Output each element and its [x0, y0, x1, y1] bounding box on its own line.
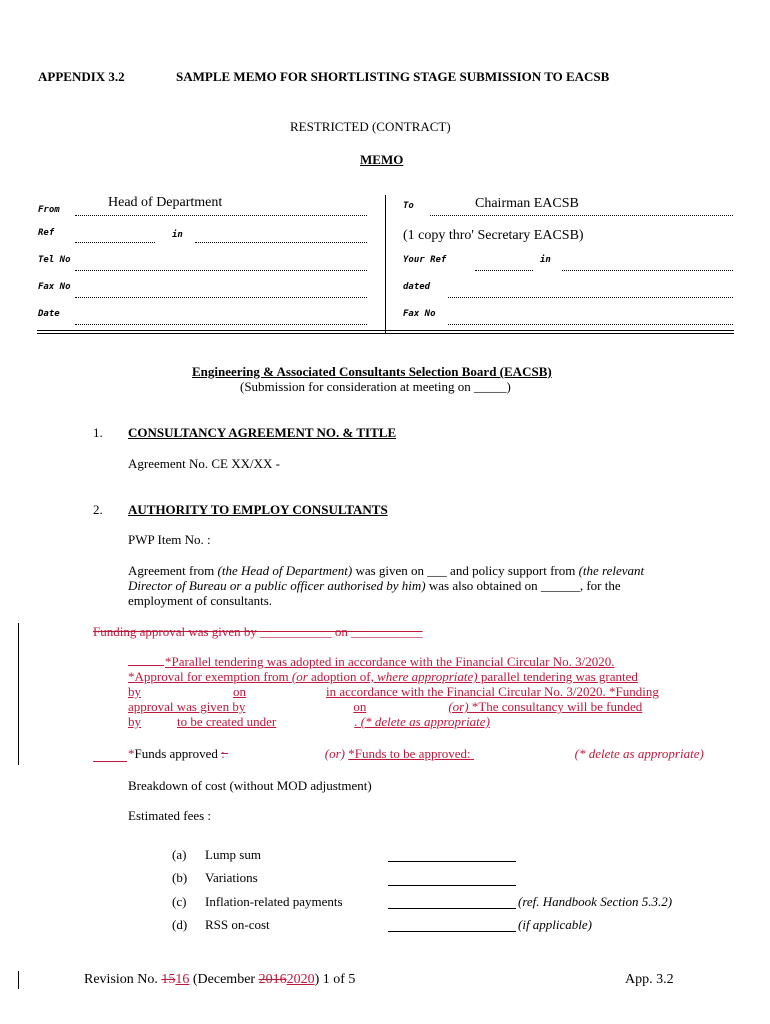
your-ref-label: Your Ref: [403, 255, 447, 265]
fee-d-label: RSS on-cost: [205, 917, 270, 932]
funding-approval-struck: Funding approval was given by ___________ on ___________: [93, 624, 423, 639]
footer-change-bar: [18, 971, 19, 989]
fee-c-label: Inflation-related payments: [205, 894, 343, 909]
fee-c-letter: (c): [172, 894, 187, 909]
fax-label-right: Fax No: [403, 309, 436, 319]
fee-d-letter: (d): [172, 917, 188, 932]
fee-c-field-line: [388, 908, 516, 909]
from-label: From: [38, 205, 60, 215]
tel-field-line: [75, 270, 367, 271]
fee-b-letter: (b): [172, 870, 188, 885]
ref-label: Ref: [38, 228, 55, 238]
date-label: Date: [38, 309, 60, 319]
memo-rule-bottom: [37, 333, 734, 334]
funds-approved-line: *Funds approved : (or) *Funds to be approved: (* delete as appropriate): [128, 746, 704, 761]
to-label: To: [403, 201, 414, 211]
change-bar: [18, 623, 19, 765]
dated-field-line: [448, 297, 733, 298]
fee-a-letter: (a): [172, 847, 187, 862]
ref-in-label: in: [172, 230, 183, 240]
memo-rule-top: [37, 330, 734, 331]
fee-c-note: (ref. Handbook Section 5.3.2): [518, 894, 673, 909]
memo-column-divider: [385, 195, 386, 333]
agreement-paragraph: Agreement from (the Head of Department) was given on ___ and policy support from (the relevant Director of Bureau or a public officer authorised by him) was also obtained on ______, for the employment of consultants.: [128, 563, 645, 608]
fee-a-field-line: [388, 861, 516, 862]
fax-right-field-line: [448, 324, 733, 325]
document-title: SAMPLE MEMO FOR SHORTLISTING STAGE SUBMISSION TO EACSB: [176, 69, 610, 84]
memo-heading: MEMO: [360, 152, 404, 167]
funded-by-line: by to be created under . (* delete as appropriate): [128, 714, 490, 729]
exemption-granted-by-line: by on in accordance with the Financial Circular No. 3/2020. *Funding: [128, 684, 659, 699]
breakdown-of-cost: Breakdown of cost (without MOD adjustment): [128, 778, 372, 793]
tel-label: Tel No: [38, 255, 71, 265]
exemption-line: *Approval for exemption from (or adoption of, where appropriate) parallel tendering was granted: [128, 669, 638, 684]
fee-a-label: Lump sum: [205, 847, 261, 862]
fee-d-note: (if applicable): [518, 917, 593, 932]
classification: RESTRICTED (CONTRACT): [290, 119, 451, 134]
red-insert-lead: [128, 665, 164, 666]
to-value: Chairman EACSB: [475, 196, 579, 211]
ref-in-field-line: [195, 242, 367, 243]
ref-field-line: [75, 242, 155, 243]
your-ref-in-label: in: [540, 255, 551, 265]
agreement-number: Agreement No. CE XX/XX -: [128, 456, 280, 471]
your-ref-field-line: [475, 270, 533, 271]
fee-d-field-line: [388, 931, 516, 932]
fax-label: Fax No: [38, 282, 71, 292]
funding-approval-line: approval was given by on (or) *The consultancy will be funded: [128, 699, 643, 714]
fee-b-field-line: [388, 885, 516, 886]
your-ref-in-field-line: [562, 270, 733, 271]
board-title: Engineering & Associated Consultants Selection Board (EACSB): [192, 364, 552, 379]
from-value: Head of Department: [108, 195, 223, 210]
parallel-tendering-line: *Parallel tendering was adopted in accordance with the Financial Circular No. 3/2020.: [165, 654, 615, 669]
section-1-number: 1.: [93, 425, 103, 440]
estimated-fees: Estimated fees :: [128, 808, 212, 823]
appendix-label: APPENDIX 3.2: [38, 69, 125, 84]
to-field-line: [430, 215, 733, 216]
revision-info: Revision No. 1516 (December 20162020) 1 of 5: [84, 972, 356, 987]
funds-lead-line: [93, 761, 127, 762]
copy-note: (1 copy thro' Secretary EACSB): [403, 228, 584, 243]
section-1-title: CONSULTANCY AGREEMENT NO. & TITLE: [128, 425, 397, 440]
fee-b-label: Variations: [205, 870, 258, 885]
from-field-line: [75, 215, 367, 216]
section-2-title: AUTHORITY TO EMPLOY CONSULTANTS: [128, 502, 388, 517]
fax-field-line: [75, 297, 367, 298]
date-field-line: [75, 324, 367, 325]
appendix-page-ref: App. 3.2: [625, 972, 674, 987]
board-subtitle: (Submission for consideration at meeting on _____): [240, 379, 511, 394]
section-2-number: 2.: [93, 502, 103, 517]
dated-label: dated: [403, 282, 431, 292]
pwp-item: PWP Item No. :: [128, 532, 211, 547]
